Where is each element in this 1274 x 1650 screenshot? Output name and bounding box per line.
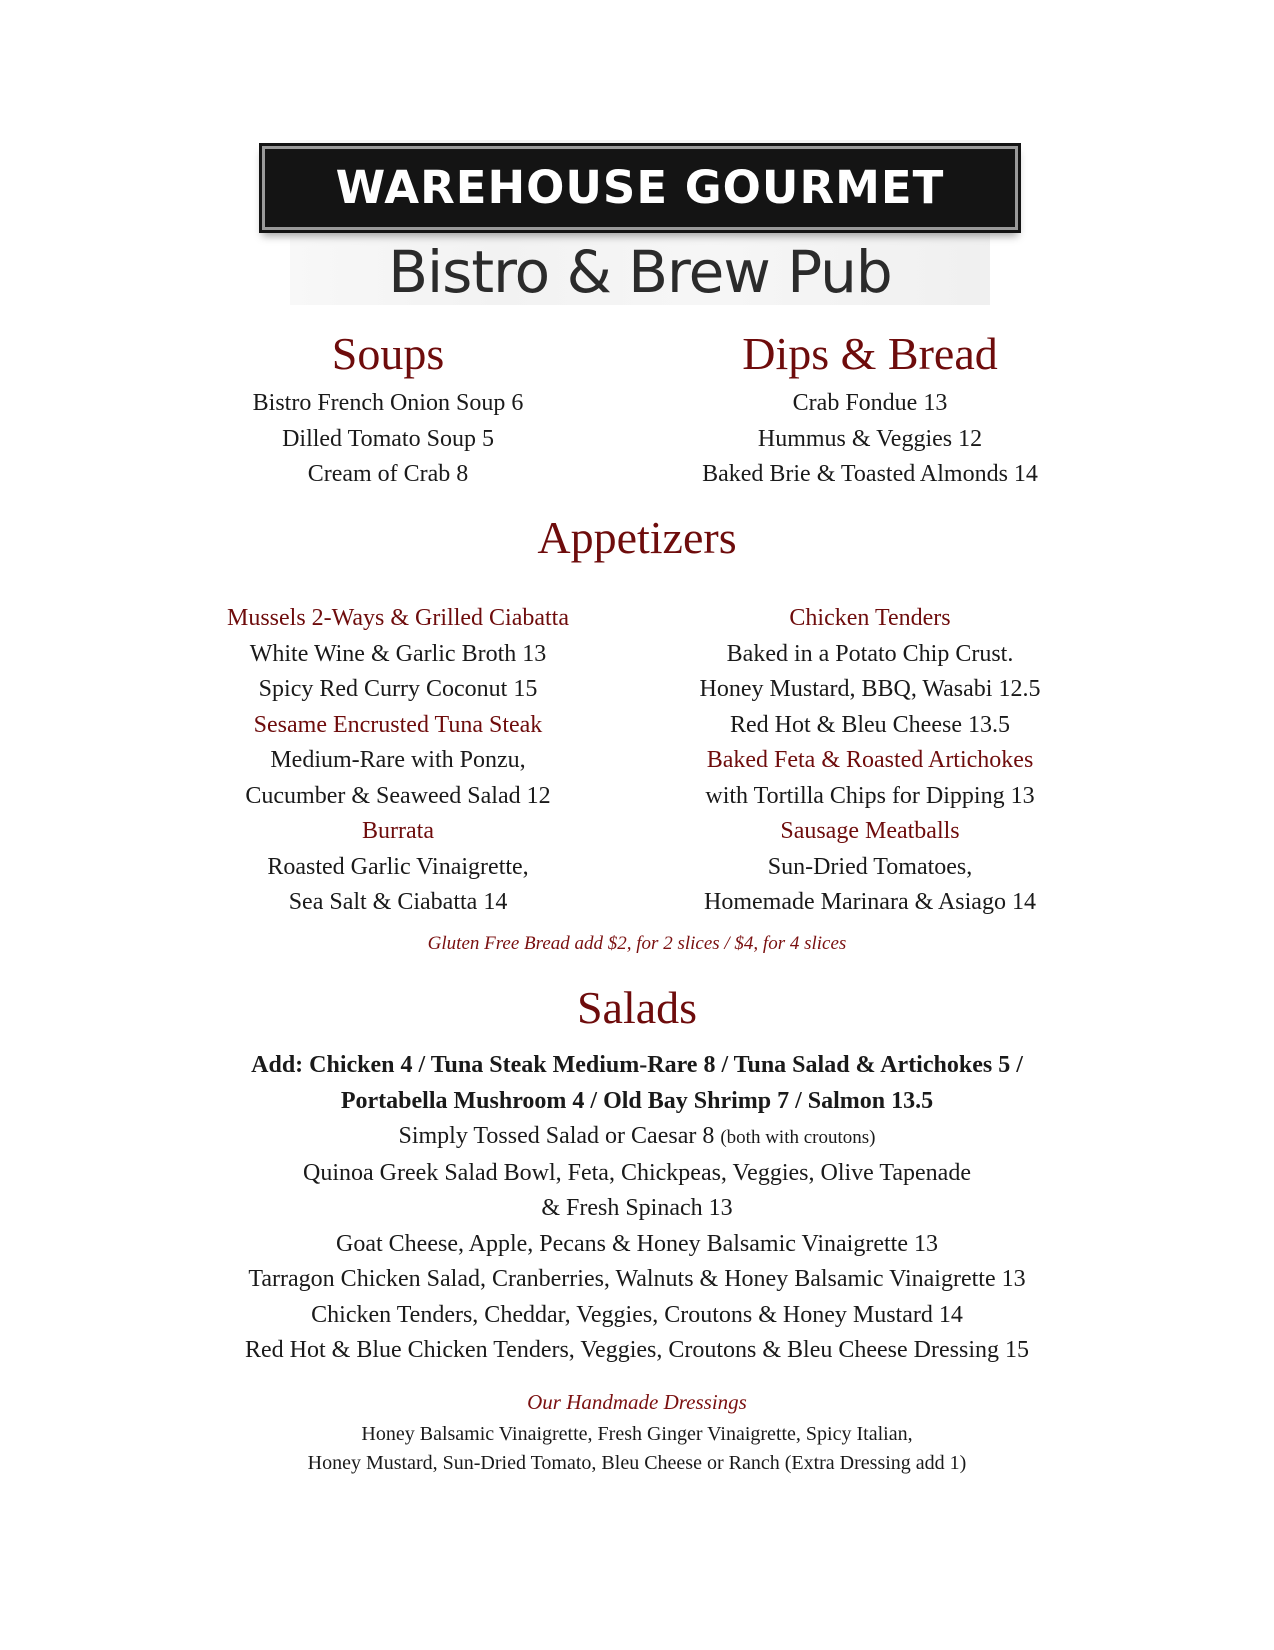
appetizers-title: Appetizers — [537, 512, 737, 563]
salad-item-note: (both with croutons) — [720, 1127, 876, 1148]
restaurant-logo — [262, 140, 1018, 310]
appetizers-heading — [0, 510, 1274, 566]
soup-item: Cream of Crab 8 — [307, 461, 469, 487]
soups-section — [178, 326, 598, 493]
appetizer-name: Burrata — [362, 818, 434, 844]
appetizer-detail: White Wine & Garlic Broth 13 — [249, 640, 547, 667]
appetizers-right — [640, 601, 1100, 921]
salad-item-text: Simply Tossed Salad or Caesar 8 — [398, 1123, 715, 1149]
appetizer-detail: Roasted Garlic Vinaigrette, — [267, 853, 529, 880]
appetizer-detail: Baked in a Potato Chip Crust. — [726, 640, 1014, 667]
salads-section — [0, 980, 1274, 1478]
appetizer-detail: Cucumber & Seaweed Salad 12 — [245, 782, 551, 809]
appetizer-detail: Sea Salt & Ciabatta 14 — [288, 889, 508, 915]
salad-add-ons: Portabella Mushroom 4 / Old Bay Shrimp 7 / Salmon 13.5 — [340, 1087, 934, 1114]
appetizer-detail: Red Hot & Bleu Cheese 13.5 — [730, 711, 1010, 738]
appetizer-detail: Honey Mustard, BBQ, Wasabi 12.5 — [699, 676, 1041, 702]
appetizer-detail: Medium-Rare with Ponzu, — [270, 747, 526, 773]
salad-item: Red Hot & Blue Chicken Tenders, Veggies, Croutons & Bleu Cheese Dressing 15 — [244, 1337, 1029, 1363]
appetizer-name: Chicken Tenders — [789, 605, 951, 631]
salads-title: Salads — [576, 982, 698, 1033]
salad-item: Tarragon Chicken Salad, Cranberries, Walnuts & Honey Balsamic Vinaigrette 13 — [248, 1266, 1026, 1292]
dip-item: Hummus & Veggies 12 — [757, 425, 983, 452]
soup-item: Dilled Tomato Soup 5 — [282, 425, 494, 452]
salad-item — [0, 1119, 1274, 1156]
salad-item: Quinoa Greek Salad Bowl, Feta, Chickpeas, Veggies, Olive Tapenade — [303, 1159, 971, 1186]
dip-item: Baked Brie & Toasted Almonds 14 — [702, 461, 1038, 487]
dips-section — [640, 326, 1100, 493]
soups-title: Soups — [331, 328, 445, 379]
logo-subtitle: Bistro & Brew Pub — [388, 238, 892, 306]
appetizer-name: Mussels 2-Ways & Grilled Ciabatta — [226, 605, 569, 631]
salad-item: & Fresh Spinach 13 — [541, 1195, 733, 1221]
appetizer-name: Baked Feta & Roasted Artichokes — [706, 747, 1034, 773]
salad-add-ons: Add: Chicken 4 / Tuna Steak Medium-Rare 8 / Tuna Salad & Artichokes 5 / — [251, 1052, 1023, 1078]
appetizer-detail: with Tortilla Chips for Dipping 13 — [705, 782, 1035, 809]
dip-item: Crab Fondue 13 — [792, 390, 948, 416]
appetizer-detail: Spicy Red Curry Coconut 15 — [258, 676, 538, 702]
appetizers-left — [178, 601, 618, 921]
soup-item: Bistro French Onion Soup 6 — [252, 390, 524, 416]
dressings-list: Honey Mustard, Sun-Dried Tomato, Bleu Cheese or Ranch (Extra Dressing add 1) — [307, 1452, 967, 1474]
dressings-title: Our Handmade Dressings — [527, 1389, 747, 1414]
appetizer-name: Sesame Encrusted Tuna Steak — [253, 711, 543, 738]
gluten-free-note — [0, 926, 1274, 962]
gluten-free-note-text: Gluten Free Bread add $2, for 2 slices / $4, for 4 slices — [427, 933, 847, 954]
appetizer-detail: Homemade Marinara & Asiago 14 — [704, 889, 1036, 915]
dips-title: Dips & Bread — [742, 328, 998, 379]
salad-item: Chicken Tenders, Cheddar, Veggies, Croutons & Honey Mustard 14 — [311, 1301, 963, 1328]
salad-item: Goat Cheese, Apple, Pecans & Honey Balsamic Vinaigrette 13 — [336, 1230, 938, 1257]
dressings-list: Honey Balsamic Vinaigrette, Fresh Ginger Vinaigrette, Spicy Italian, — [361, 1423, 913, 1445]
appetizer-name: Sausage Meatballs — [780, 818, 960, 844]
logo-title: WAREHOUSE GOURMET — [335, 161, 945, 214]
appetizer-detail: Sun-Dried Tomatoes, — [767, 853, 973, 880]
